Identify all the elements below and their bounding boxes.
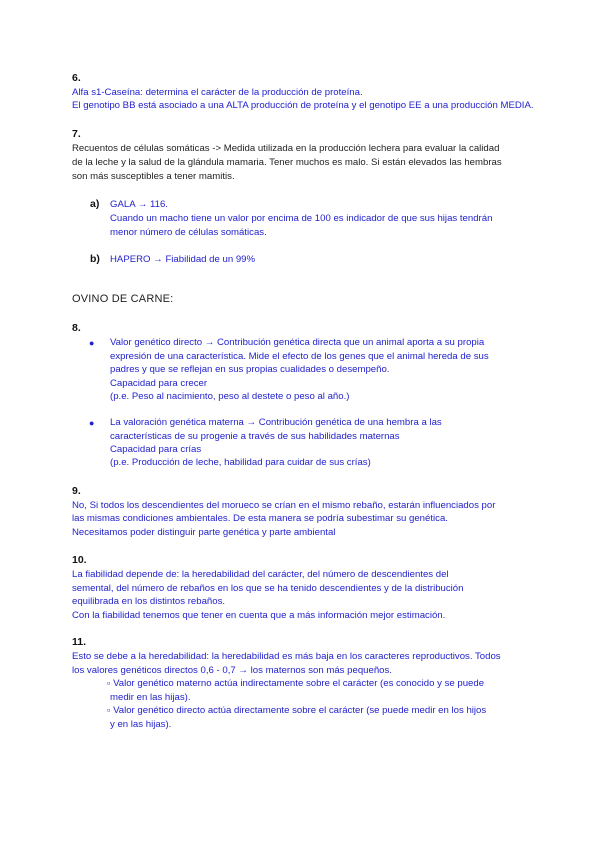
- item-a-line-2: Cuando un macho tiene un valor por encima de 100 es indicador de que sus hijas tendrán: [110, 213, 493, 224]
- section-6-line-2: El genotipo BB está asociado a una ALTA producción de proteína y el genotipo EE a una producción MEDIA.: [72, 100, 534, 111]
- bullet1-line-1: Valor genético directo → Contribución genética directa que un animal aporta a su propia: [110, 337, 485, 348]
- item-a-label: a): [90, 198, 100, 210]
- section-8-number: 8.: [72, 322, 81, 334]
- section-7-number: 7.: [72, 128, 81, 140]
- section-9-line-2: las mismas condiciones ambientales. De esta manera se podría subestimar su genética.: [72, 513, 448, 524]
- bullet-icon: ●: [89, 338, 95, 348]
- bullet1-line-3: padres y que se reflejan en sus propias cualidades o desempeño.: [110, 364, 390, 375]
- item-a-line-3: menor número de células somáticas.: [110, 227, 267, 238]
- section-11-subitem-1-line-2: medir en las hijas).: [110, 692, 191, 703]
- bullet1-line-4: Capacidad para crecer: [110, 378, 208, 389]
- section-9-number: 9.: [72, 485, 81, 497]
- section-11-subitem-2-line-1: ▫ Valor genético directo actúa directamente sobre el carácter (se puede medir en los hijos: [107, 705, 487, 716]
- section-10-line-2: semental, del número de rebaños en los que se ha tenido descendientes y de la distribución: [72, 583, 464, 594]
- section-10-number: 10.: [72, 554, 87, 566]
- section-11-line-2: los valores genéticos directos 0,6 - 0,7 → los maternos son más pequeños.: [72, 665, 392, 676]
- bullet1-line-5: (p.e. Peso al nacimiento, peso al destete o peso al año.): [110, 391, 350, 402]
- bullet1-line-2: expresión de una característica. Mide el efecto de los genes que el animal hereda de sus: [110, 351, 489, 362]
- item-b-label: b): [90, 253, 100, 265]
- section-11-line-1: Esto se debe a la heredabilidad: la heredabilidad es más baja en los caracteres reproductivos. Todos: [72, 651, 501, 662]
- bullet2-line-3: Capacidad para crías: [110, 444, 202, 455]
- section-10-line-1: La fiabilidad depende de: la heredabilidad del carácter, del número de descendientes del: [72, 569, 449, 580]
- bullet2-line-1: La valoración genética materna → Contribución genética de una hembra a las: [110, 417, 442, 428]
- item-a-line-1: GALA → 116.: [110, 199, 168, 210]
- section-7-line-3: son más susceptibles a tener mamitis.: [72, 171, 235, 182]
- section-7-line-1: Recuentos de células somáticas -> Medida utilizada en la producción lechera para evaluar la calidad: [72, 143, 500, 154]
- section-6-line-1: Alfa s1-Caseína: determina el carácter de la producción de proteína.: [72, 87, 363, 98]
- section-11-subitem-2-line-2: y en las hijas).: [110, 719, 172, 730]
- bullet2-line-2: características de su progenie a través de sus habilidades maternas: [110, 431, 400, 442]
- ovino-heading: OVINO DE CARNE:: [72, 293, 174, 305]
- section-11-subitem-1-line-1: ▫ Valor genético materno actúa indirectamente sobre el carácter (es conocido y se puede: [107, 678, 485, 689]
- section-6-number: 6.: [72, 72, 81, 84]
- item-b-line-1: HAPERO → Fiabilidad de un 99%: [110, 254, 256, 265]
- section-9-line-1: No, Si todos los descendientes del morueco se crían en el mismo rebaño, estarán influenciados por: [72, 500, 496, 511]
- section-10-line-4: Con la fiabilidad tenemos que tener en cuenta que a más información mejor estimación.: [72, 610, 446, 621]
- section-7-line-2: de la leche y la salud de la glándula mamaria. Tener muchos es malo. Si están elevados las hembras: [72, 157, 502, 168]
- section-11-number: 11.: [72, 636, 87, 648]
- section-10-line-3: equilibrada en los distintos rebaños.: [72, 596, 226, 607]
- section-9-line-3: Necesitamos poder distinguir parte genética y parte ambiental: [72, 527, 336, 538]
- bullet2-line-4: (p.e. Producción de leche, habilidad para cuidar de sus crías): [110, 457, 371, 468]
- bullet-icon: ●: [89, 418, 95, 428]
